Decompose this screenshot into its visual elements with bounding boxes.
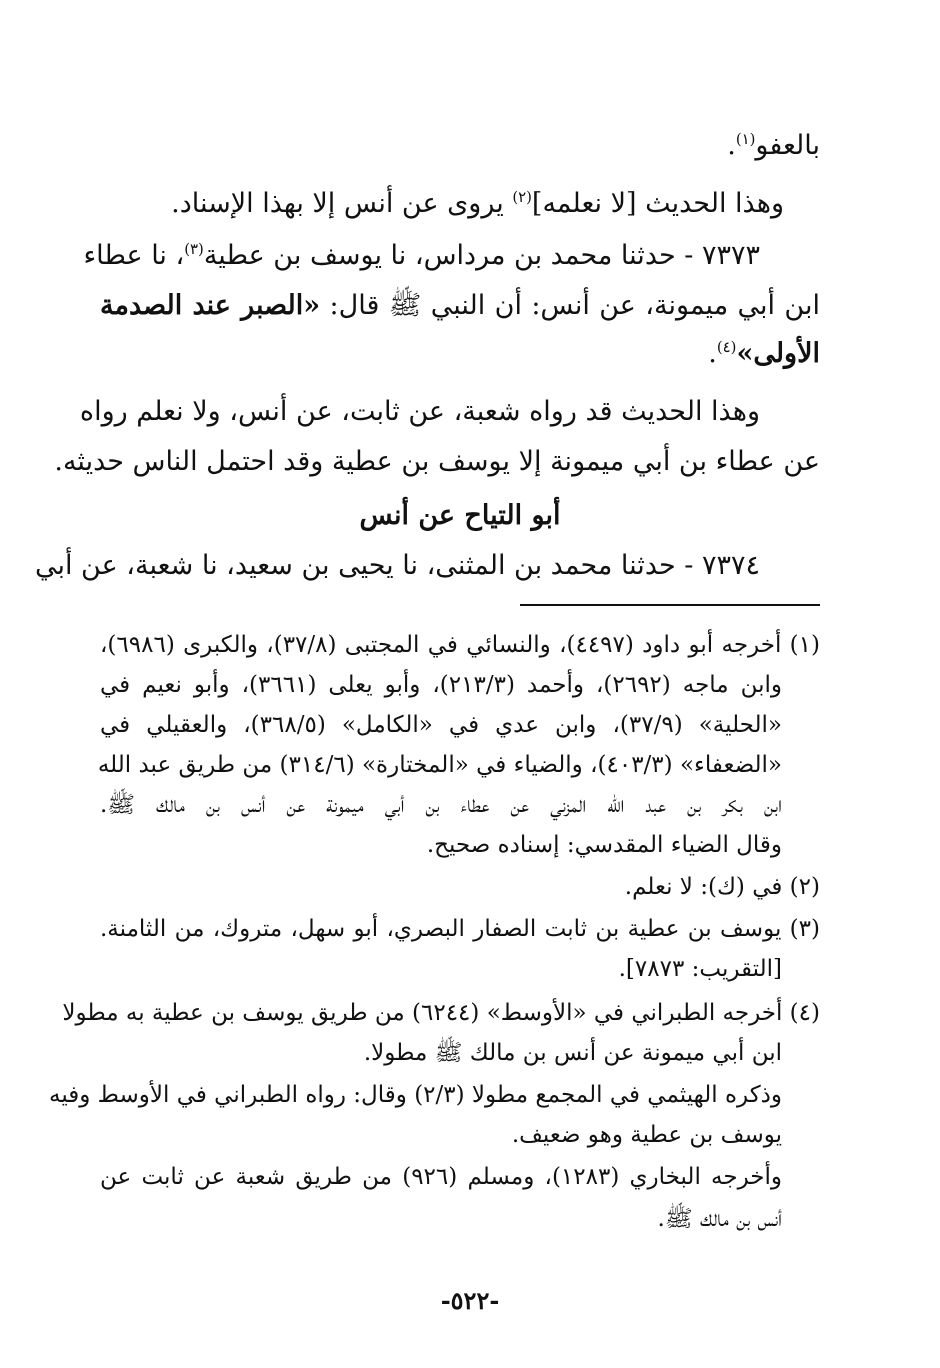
footnote-line: وقال الضياء المقدسي: إسناده صحيح. <box>426 832 782 858</box>
text-line <box>100 128 820 164</box>
text-line <box>100 288 820 324</box>
footnote-line: وابن ماجه (٢٦٩٢)، وأحمد (٢١٣/٣)، وأبو يعلى (٣٦٦١)، وأبو نعيم في <box>100 672 782 698</box>
footnote-line: (٣) يوسف بن عطية بن ثابت الصفار البصري، أبو سهل، متروك، من الثامنة. <box>100 916 820 942</box>
footnote-marker: (١) <box>735 130 756 148</box>
text-run: . <box>727 130 736 161</box>
section-heading: أبو التياح عن أنس <box>359 500 561 531</box>
hadith-number-line <box>83 238 760 274</box>
footnote-line: ابن بكر بن عبد الله المزني عن عطاء بن أبي ميمونة عن أنس بن مالك ﷺ. <box>100 792 782 818</box>
text-run: يروى عن أنس إلا بهذا الإسناد. <box>171 188 513 219</box>
hadith-text: الأولى» <box>736 338 820 369</box>
hadith-number-line: ٧٣٧٤ - حدثنا محمد بن المثنى، نا يحيى بن سعيد، نا شعبة، عن أبي <box>34 550 760 581</box>
footnote-line: أنس بن مالك ﷺ. <box>657 1206 782 1232</box>
footnote-line: (٤) أخرجه الطبراني في «الأوسط» (٦٢٤٤) من طريق يوسف بن عطية به مطولا <box>62 1000 820 1026</box>
text-line <box>100 336 820 372</box>
footnote-line: (٢) في (ك): لا نعلم. <box>624 874 820 900</box>
text-run: ، نا عطاء <box>83 240 185 271</box>
footnote-line: (١) أخرجه أبو داود (٤٤٩٧)، والنسائي في المجتبى (٣٧/٨)، والكبرى (٦٩٨٦)، <box>100 632 820 658</box>
footnote-marker: (٣) <box>184 240 204 258</box>
page-body <box>34 0 820 1368</box>
text-run: ابن أبي ميمونة، عن أنس: أن النبي ﷺ قال: <box>320 290 820 321</box>
footnote-line: وذكره الهيثمي في المجمع مطولا (٢/٣) وقال: رواه الطبراني في الأوسط وفيه <box>48 1082 782 1108</box>
footnote-marker: (٢) <box>512 188 532 206</box>
footnote-line: يوسف بن عطية وهو ضعيف. <box>511 1122 782 1148</box>
page-number: -٥٢٢- <box>440 1286 500 1315</box>
text-run: ٧٣٧٣ - حدثنا محمد بن مرداس، نا يوسف بن عطية <box>203 240 760 271</box>
footnote-line: وأخرجه البخاري (١٢٨٣)، ومسلم (٩٢٦) من طريق شعبة عن ثابت عن <box>100 1164 783 1190</box>
footnote-line: «الحلية» (٣٧/٩)، وابن عدي في «الكامل» (٣٦٨/٥)، والعقيلي في <box>100 712 782 738</box>
text-run: بالعفو <box>755 130 820 161</box>
footnote-separator <box>520 604 820 606</box>
text-line: عن عطاء بن أبي ميمونة إلا يوسف بن عطية وقد احتمل الناس حديثه. <box>54 446 820 477</box>
text-run: . <box>708 338 717 369</box>
hadith-text: «الصبر عند الصدمة <box>100 290 321 321</box>
footnote-line: «الضعفاء» (٤٠٣/٣)، والضياء في «المختارة» (٣١٤/٦) من طريق عبد الله <box>97 752 782 778</box>
text-line: وهذا الحديث قد رواه شعبة، عن ثابت، عن أنس، ولا نعلم رواه <box>79 396 760 427</box>
text-run: وهذا الحديث [لا نعلمه] <box>531 188 784 219</box>
footnote-line: ابن أبي ميمونة عن أنس بن مالك ﷺ مطولا. <box>363 1040 782 1066</box>
text-line <box>100 186 784 222</box>
footnote-marker: (٤) <box>716 338 737 356</box>
footnote-line: [التقريب: ٧٨٧٣]. <box>618 956 782 982</box>
